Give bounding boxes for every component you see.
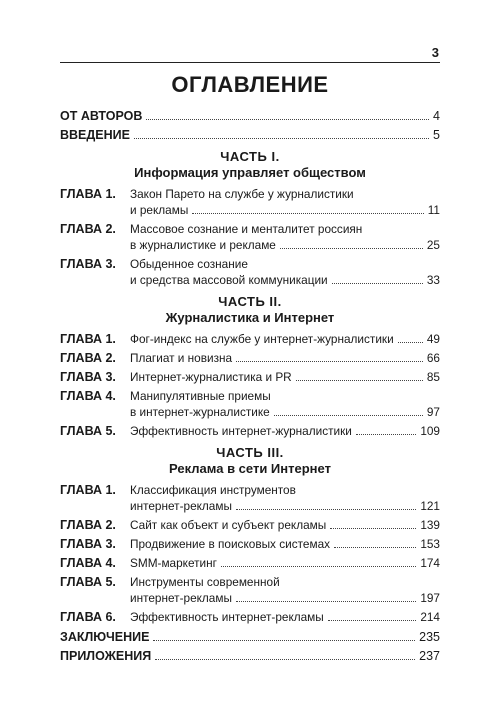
page-number: 3: [431, 45, 439, 60]
dot-leader: [236, 509, 416, 510]
chapter-title-line: Обыденное сознание: [130, 257, 248, 271]
chapter-page: 139: [420, 518, 440, 532]
chapter-title-line: Манипулятивные приемы: [130, 389, 271, 403]
chapter-entry: [60, 388, 440, 420]
chapter-page: 11: [427, 203, 440, 217]
toc-content: [60, 108, 440, 667]
chapter-entry: [60, 221, 440, 253]
entry-page: 5: [433, 128, 440, 142]
dot-leader: [134, 138, 429, 139]
chapter-entry: [60, 482, 440, 514]
chapter-entry: [60, 517, 440, 533]
part-1-title: Информация управляет обществом: [134, 165, 366, 180]
dot-leader: [332, 283, 423, 284]
chapter-title-line: Эффективность интернет-журналистики: [130, 424, 352, 438]
chapter-page: 49: [426, 332, 440, 346]
chapter-entry: [60, 369, 440, 385]
entry-label: ПРИЛОЖЕНИЯ: [60, 649, 152, 663]
chapter-title-line: Плагиат и новизна: [130, 351, 233, 365]
dot-leader: [328, 620, 417, 621]
entry-label: ОТ АВТОРОВ: [60, 109, 143, 123]
chapter-page: 33: [426, 273, 440, 287]
chapter-title-line: Массовое сознание и менталитет россиян: [130, 222, 363, 236]
toc-entry-introduction: [60, 127, 440, 143]
chapter-prefix: ГЛАВА 4.: [60, 389, 116, 403]
chapter-prefix: ГЛАВА 4.: [60, 556, 116, 570]
chapter-entry: [60, 423, 440, 439]
dot-leader: [274, 415, 423, 416]
entry-label: ЗАКЛЮЧЕНИЕ: [60, 630, 150, 644]
chapter-prefix: ГЛАВА 5.: [60, 424, 116, 438]
chapter-title-line: Сайт как объект и субъект рекламы: [130, 518, 327, 532]
chapter-prefix: ГЛАВА 3.: [60, 370, 116, 384]
chapter-page: 153: [420, 537, 440, 551]
chapter-title-line: Эффективность интернет-рекламы: [130, 610, 324, 624]
chapter-prefix: ГЛАВА 1.: [60, 332, 116, 346]
dot-leader: [153, 640, 415, 641]
chapter-entry: [60, 609, 440, 625]
chapter-entry: [60, 536, 440, 552]
chapter-page: 121: [420, 499, 440, 513]
dot-leader: [398, 342, 423, 343]
chapter-title-line: и рекламы: [130, 203, 189, 217]
chapter-page: 174: [420, 556, 440, 570]
chapter-page: 97: [426, 405, 440, 419]
chapter-page: 66: [426, 351, 440, 365]
toc-entry-conclusion: [60, 629, 440, 645]
chapter-title-line: Классификация инструментов: [130, 483, 296, 497]
part-3-title: Реклама в сети Интернет: [169, 461, 331, 476]
chapter-page: 85: [426, 370, 440, 384]
chapter-title-line: интернет-рекламы: [130, 499, 232, 513]
chapter-title-line: и средства массовой коммуникации: [130, 273, 328, 287]
dot-leader: [146, 119, 429, 120]
chapter-page: 109: [420, 424, 440, 438]
dot-leader: [330, 528, 416, 529]
chapter-title-line: в журналистике и рекламе: [130, 238, 276, 252]
chapter-title-line: интернет-рекламы: [130, 591, 232, 605]
dot-leader: [236, 361, 423, 362]
dot-leader: [334, 547, 416, 548]
entry-page: 235: [419, 630, 440, 644]
dot-leader: [236, 601, 416, 602]
dot-leader: [356, 434, 416, 435]
entry-page: 237: [419, 649, 440, 663]
dot-leader: [192, 213, 423, 214]
entry-page: 4: [433, 109, 440, 123]
toc-title: ОГЛАВЛЕНИЕ: [171, 72, 329, 97]
part-2-label: ЧАСТЬ II.: [218, 294, 282, 309]
chapter-entry: [60, 331, 440, 347]
chapter-title-line: Инструменты современной: [130, 575, 280, 589]
chapter-entry: [60, 350, 440, 366]
chapter-prefix: ГЛАВА 6.: [60, 610, 116, 624]
chapter-title-line: Продвижение в поисковых системах: [130, 537, 331, 551]
part-1-label: ЧАСТЬ I.: [220, 149, 280, 164]
part-2-title: Журналистика и Интернет: [165, 310, 335, 325]
chapter-page: 197: [420, 591, 440, 605]
chapter-entry: [60, 256, 440, 288]
chapter-prefix: ГЛАВА 2.: [60, 351, 116, 365]
part-3-label: ЧАСТЬ III.: [216, 445, 284, 460]
chapter-title-line: Закон Парето на службе у журналистики: [130, 187, 354, 201]
chapter-prefix: ГЛАВА 3.: [60, 537, 116, 551]
chapter-page: 214: [420, 610, 440, 624]
dot-leader: [155, 659, 415, 660]
chapter-entry: [60, 186, 440, 218]
chapter-prefix: ГЛАВА 5.: [60, 575, 116, 589]
toc-entry-appendices: [60, 648, 440, 664]
chapter-title-line: Фог-индекс на службе у интернет-журналистики: [130, 332, 394, 346]
dot-leader: [280, 248, 423, 249]
entry-label: ВВЕДЕНИЕ: [60, 128, 130, 142]
chapter-title-line: SMM-маркетинг: [130, 556, 217, 570]
chapter-prefix: ГЛАВА 3.: [60, 257, 116, 271]
chapter-page: 25: [426, 238, 440, 252]
chapter-prefix: ГЛАВА 1.: [60, 483, 116, 497]
toc-entry-from-authors: [60, 108, 440, 124]
chapter-title-line: в интернет-журналистике: [130, 405, 270, 419]
chapter-title-line: Интернет-журналистика и PR: [130, 370, 292, 384]
chapter-prefix: ГЛАВА 2.: [60, 518, 116, 532]
dot-leader: [221, 566, 416, 567]
header-rule: [60, 62, 440, 63]
chapter-entry: [60, 555, 440, 571]
chapter-prefix: ГЛАВА 1.: [60, 187, 116, 201]
chapter-prefix: ГЛАВА 2.: [60, 222, 116, 236]
dot-leader: [296, 380, 423, 381]
chapter-entry: [60, 574, 440, 606]
